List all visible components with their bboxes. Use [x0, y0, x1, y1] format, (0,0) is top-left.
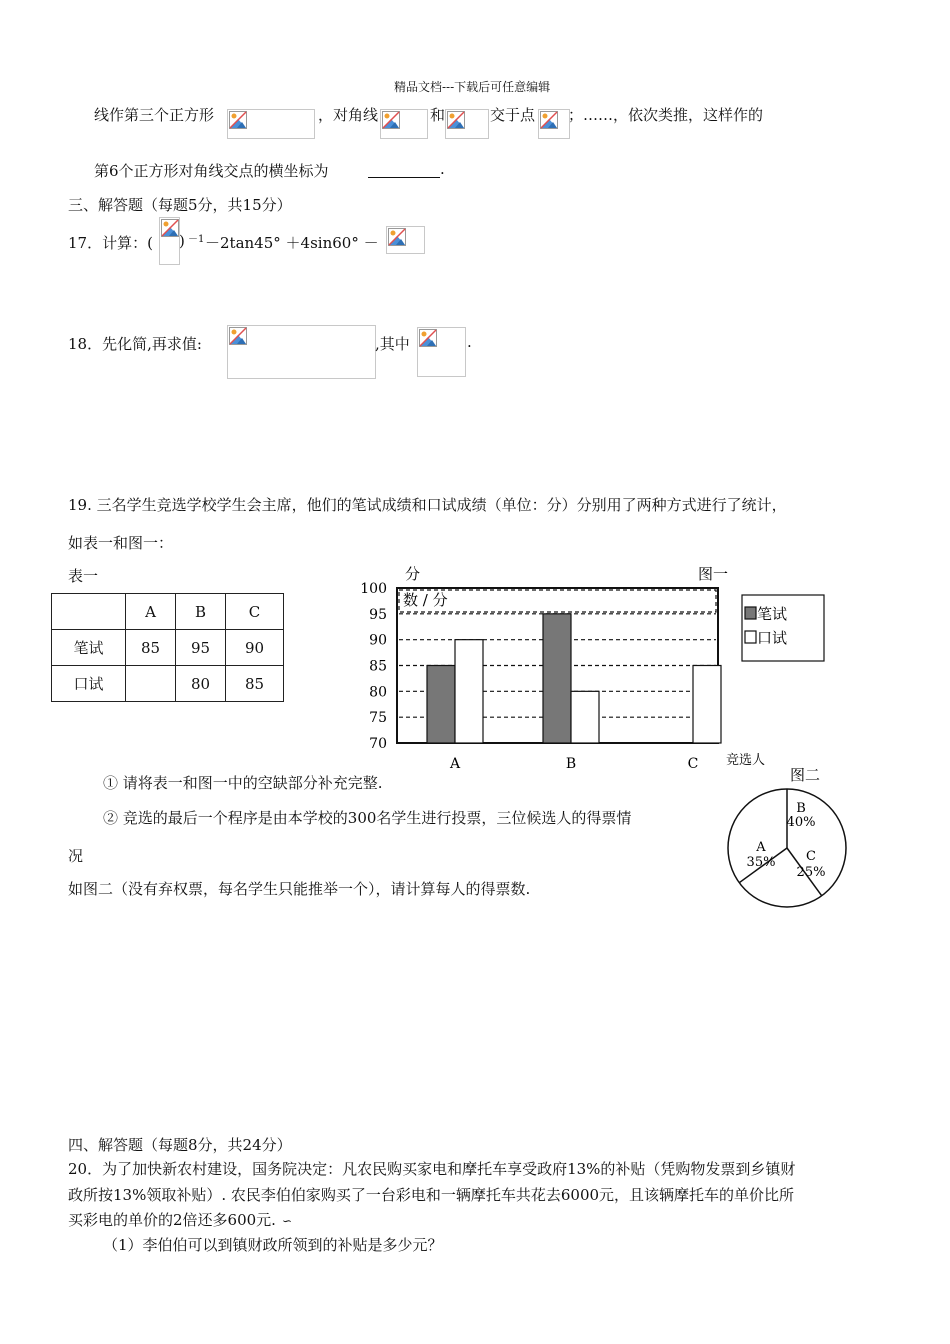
- table-title: 表一: [68, 567, 99, 585]
- q17-exponent: －1: [188, 234, 205, 245]
- q20-sub1: （1）李伯伯可以到镇财政所领到的补贴是多少元？: [103, 1236, 443, 1254]
- y-tick-label: 70: [369, 736, 387, 752]
- broken-image-icon: [229, 111, 247, 129]
- q18-text-a: 18．先化简,再求值:: [68, 335, 202, 353]
- formula-image: [380, 109, 428, 139]
- formula-image: [445, 109, 489, 139]
- legend-label: 笔试: [757, 605, 788, 623]
- formula-image: [159, 217, 180, 265]
- table-cell: 口试: [52, 666, 126, 702]
- y-tick-label: 90: [369, 632, 387, 649]
- x-tick-label: B: [565, 756, 577, 772]
- q17-text-d: －2tan45° ＋4sin60° －: [205, 234, 379, 252]
- q19-item1: ① 请将表一和图一中的空缺部分补充完整.: [103, 774, 383, 792]
- y-tick-label: 95: [369, 606, 387, 623]
- table-cell: 95: [176, 630, 226, 666]
- formula-image: [227, 325, 376, 379]
- pie-slice-label: A: [756, 840, 766, 855]
- text-line1-c: 和: [430, 106, 446, 124]
- text-line2-a: 第6个正方形对角线交点的横坐标为: [94, 162, 329, 180]
- pie-chart: [725, 764, 855, 904]
- x-tick-label: C: [687, 756, 699, 772]
- bar-口试-C: [693, 666, 721, 744]
- legend-label: 口试: [757, 629, 788, 647]
- text-line2-b: .: [440, 160, 445, 178]
- answer-blank: [368, 177, 440, 178]
- table-cell: C: [226, 594, 284, 630]
- chart-y-label: 分: [405, 565, 421, 583]
- broken-image-icon: [161, 219, 179, 237]
- table-cell: 笔试: [52, 630, 126, 666]
- broken-image-icon: [388, 228, 406, 246]
- formula-image: [386, 226, 425, 254]
- table-row: [52, 594, 284, 630]
- bar-口试-A: [455, 640, 483, 743]
- q18-text-b: ,其中: [375, 335, 410, 353]
- table-cell: B: [176, 594, 226, 630]
- y-tick-label: 80: [369, 684, 387, 701]
- scores-table: [51, 593, 284, 702]
- table-row: [52, 666, 284, 702]
- q19-line1: 19. 三名学生竞选学校学生会主席，他们的笔试成绩和口试成绩（单位：分）分别用了两种方式进行了统计，: [68, 496, 787, 514]
- page-header: 精品文档---下载后可任意编辑: [394, 80, 551, 94]
- y-tick-label: 75: [369, 710, 387, 727]
- q20-line3: [68, 1209, 292, 1230]
- bar-笔试-B: [543, 614, 571, 743]
- x-tick-label: A: [449, 756, 461, 772]
- q18-text-c: .: [467, 333, 472, 351]
- broken-image-icon: [382, 111, 400, 129]
- chart-title: 图二: [790, 766, 821, 784]
- formula-image: [417, 327, 466, 377]
- pie-slice-pct: 40%: [786, 815, 816, 830]
- bar-口试-B: [571, 691, 599, 743]
- bar-chart: [355, 562, 835, 777]
- table-cell: [126, 666, 176, 702]
- formula-image: [538, 109, 570, 139]
- section-3-title: 三、解答题（每题5分，共15分）: [68, 196, 292, 214]
- broken-image-icon: [540, 111, 558, 129]
- legend-swatch: [745, 631, 756, 643]
- pie-slice-label: B: [796, 801, 806, 816]
- y-tick-label: 85: [369, 658, 387, 675]
- q20-line2: 政所按13%领取补贴）. 农民李伯伯家购买了一台彩电和一辆摩托车共花去6000元，且该辆摩托车的单价比所: [68, 1186, 795, 1204]
- q20-line1: 20．为了加快新农村建设，国务院决定：凡农民购买家电和摩托车享受政府13%的补贴（凭购物发票到乡镇财: [68, 1160, 796, 1178]
- legend-swatch: [745, 607, 756, 619]
- chart-inner-label: 数 / 分: [403, 591, 448, 609]
- table-cell: 85: [126, 630, 176, 666]
- scribble-icon: ∽: [281, 1214, 293, 1228]
- pie-slice-pct: 35%: [746, 855, 776, 870]
- table-row: [52, 630, 284, 666]
- text-line1-b: ，对角线: [318, 106, 379, 124]
- pie-slice-label: C: [806, 849, 816, 864]
- q19-item3: 如图二（没有弃权票，每名学生只能推举一个），请计算每人的得票数.: [68, 880, 531, 898]
- table-cell: A: [126, 594, 176, 630]
- formula-image: [227, 109, 315, 139]
- table-cell: 90: [226, 630, 284, 666]
- y-tick-label: 100: [360, 581, 387, 597]
- q17-text-a: 17．计算：(: [68, 234, 153, 252]
- broken-image-icon: [229, 327, 247, 345]
- pie-slice-pct: 25%: [796, 865, 826, 880]
- text-line1-e: ；……，依次类推，这样作的: [568, 106, 764, 124]
- text-line1-d: 交于点: [490, 106, 536, 124]
- section-4-title: 四、解答题（每题8分，共24分）: [68, 1136, 292, 1154]
- chart-x-label: 竞选人: [726, 753, 766, 768]
- q19-line2: 如表一和图一：: [68, 534, 174, 552]
- table-cell: 80: [176, 666, 226, 702]
- broken-image-icon: [419, 329, 437, 347]
- q19-item2: ② 竞选的最后一个程序是由本学校的300名学生进行投票，三位候选人的得票情: [103, 809, 632, 827]
- chart-title: 图一: [698, 565, 729, 583]
- table-cell: 85: [226, 666, 284, 702]
- table-cell: [52, 594, 126, 630]
- q20-line3-text: 买彩电的单价的2倍还多600元.: [68, 1211, 276, 1229]
- text-line1-a: 线作第三个正方形: [94, 106, 215, 124]
- q17-text-b: ): [179, 232, 185, 250]
- q19-item2b: 况: [68, 847, 84, 865]
- broken-image-icon: [447, 111, 465, 129]
- bar-笔试-A: [427, 666, 455, 744]
